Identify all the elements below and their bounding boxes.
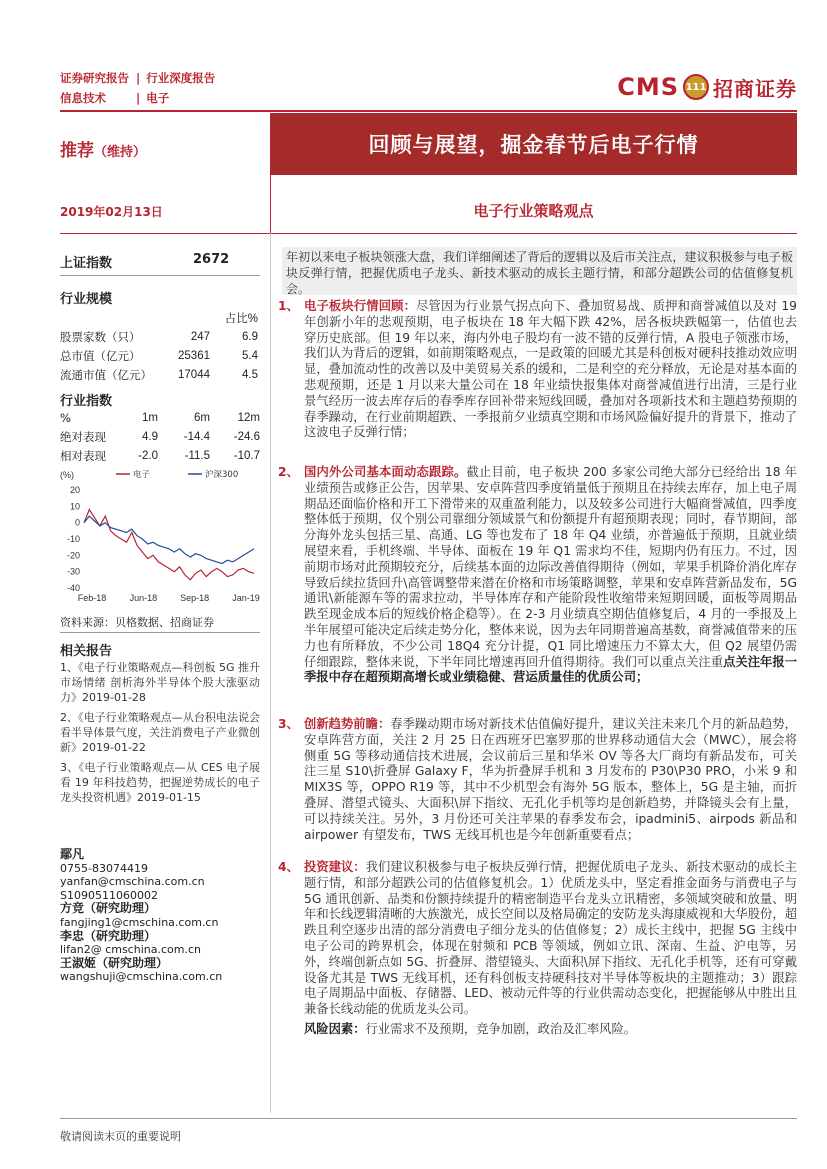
y-tick-label: -10 (66, 534, 80, 544)
report-kind: 行业深度报告 (146, 71, 216, 85)
y-tick-label: 0 (74, 517, 80, 528)
x-tick-label: Jan-19 (232, 593, 260, 603)
summary-box: 年初以来电子板块领涨大盘，我们详细阐述了背后的逻辑以及后市关注点，建议积极参与电子板块反弹行情，把握优质电子龙头、新技术驱动的成长主题行情，和部分超跌公司的估值修复机会。 (282, 247, 797, 295)
section-review: 1、 电子板块行情回顾：尽管因为行业景气拐点向下、叠加贸易战、质押和商誉减值以及对 19 年创新小年的悲观预期，电子板块在 18 年大幅下跌 42%，居各板块跌幅第一，估值也去穿历史底部。但 19 年以来，海内外电子股均有一波不错的反弹行情，A 股电子领涨市场，我们认为背后的逻辑，如前期策略观点，一是政策的回暖尤其是科创板对硬科技推动效应明显，叠加流动性的改善以及中美贸易关系的缓和，二是利空的充分释放，无论是对基本面的悲观预期，还是 1 月以来大量公司在 18 年业绩快报集体对商誉减值进行出清，三是行业景气经历一波去库存后的春季库存回补带来短线回暖，叠加对各项新技术和主题趋势预期的春季躁动，在行业前期超跌、一季报前夕业绩真空期和市场风险偏好提升的背景下，推动了这波电子反弹行情； (278, 299, 797, 440)
report-title: 回顾与展望，掘金春节后电子行情 (270, 113, 797, 175)
section-text: 春季躁动期市场对新技术估值偏好提升，建议关注未来几个月的新品趋势，安卓阵营方面，关注 2 月 25 日在西班牙巴塞罗那的世界移动通信大会（MWC），展会将侧重 5G 等移动通信技术进展，会议前后三星和华米 OV 等各大厂商均有新品发布，可关注三星 S10\折叠屏 Galaxy F，华为折叠屏手机和 3 月发布的 P30\P30 PRO，小米 9 和 MIX3S 等，OPPO R19 等，其中不少机型会有海外 5G 版本，整体上，5G 是主轴，而折叠屏、潜望式镜头、大面积\屏下指纹、无孔化手机等均是创新趋势，并降镜头会有上量，可以持续关注。另外，3 月份还可关注苹果的春季发布会，ipadmini5、airpods 新品和 airpower 有望发布，TWS 无线耳机也是今年创新重要看点； (304, 717, 797, 842)
table-row: 绝对表现 4.9 -14.4 -24.6 (60, 429, 260, 444)
analyst-email[interactable]: fangjing1@cmschina.com.cn (60, 915, 219, 929)
section-text: 截止目前，电子板块 200 多家公司绝大部分已经给出 18 年业绩预告或修正公告，因苹果、安卓阵营四季度销量低于预期且在持续去库存，加上电子周期品还面临价格和开工下滑带来的双重盈利能力，以及较多公司进行大幅商誉减值，四季度整体低于预期，仅个别公司靠细分领域景气和份额提升有超预期表现；同时，春节期间，部分海外龙头包括三星、高通、LG 等也发布了 18 年 Q4 业绩，亦普遍低于预期，且就业绩展望来看，手机终端、半导体、面板在 19 年 Q1 需求均不佳，短期内仍有压力。不过，因前期市场对此预期较充分，后续基本面的边际改善值得期待（例如，苹果手机降价消化库存导致后续拉货回升\高管调整带来潜在价格和市场策略调整，苹果和安卓阵营新品发布，5G 通讯\新能源车等的需求拉动，半导体库存和产能阶段性收缩带来短期回暖，面板等周期品跌至现金成本后的短线价格企稳等）。在 2-3 月业绩真空期估值修复后，4 月的一季报及上半年展望可能决定后续走势分化，整体来说，因为去年同期普遍高基数，商誉减值带来的压力也有所释放，不少公司 18Q4 充分计提，Q1 同比增速压力不算太大，但 Q2 展望仍需仔细跟踪，整体来说，下半年同比增速再回升值得期待。我们可以重点关注重 (304, 465, 797, 669)
report-type: 证券研究报告 (60, 71, 129, 85)
index-value: 2672 (193, 252, 230, 267)
rating-note: （维持） (94, 145, 147, 160)
sub-sector: 电子 (146, 91, 170, 105)
table-row: 股票家数（只） 247 6.9 (60, 329, 258, 344)
series-line (84, 510, 254, 580)
logo-badge-icon: 111 (683, 74, 709, 100)
table-row: 总市值（亿元） 25361 5.4 (60, 348, 258, 363)
header-links: 证券研究报告 | 行业深度报告 信息技术 | 电子 (60, 68, 215, 108)
index-row (60, 252, 260, 271)
y-tick-label: 10 (69, 501, 80, 512)
analyst-name: 李忠（研究助理） (60, 928, 157, 943)
header-divider (60, 110, 797, 112)
section-highlight: 点关注年报一季报中存在超预期高增长或业绩稳健、营运质量佳的优质公司； (304, 654, 797, 685)
related-title: 相关报告 (60, 644, 113, 659)
chart-source: 资料来源：贝格数据、招商证券 (60, 616, 214, 629)
rating-label: 推荐 (60, 141, 94, 161)
scale-table (60, 308, 258, 384)
table-row: 相对表现 -2.0 -11.5 -10.7 (60, 448, 260, 463)
related-report-3[interactable]: 3、《电子行业策略观点—从 CES 电子展看 19 年科技趋势，把握逆势成长的电子龙头投资机遇》2019-01-15 (60, 761, 260, 804)
company-logo (617, 70, 797, 104)
rating (60, 136, 146, 161)
section-lead: 电子板块行情回顾： (304, 299, 417, 313)
footer-divider (60, 1118, 797, 1119)
analyst-email[interactable]: yanfan@cmschina.com.cn (60, 875, 205, 889)
report-date: 2019年02月13日 (60, 205, 163, 219)
logo-cms: CMS (617, 73, 679, 101)
risk-text: 行业需求不及预期，竞争加剧，政治及汇率风险。 (365, 1021, 637, 1036)
logo-company-name: 招商证券 (713, 76, 797, 101)
section-innovation: 3、 创新趋势前瞻：春季躁动期市场对新技术估值偏好提升，建议关注未来几个月的新品趋势，安卓阵营方面，关注 2 月 25 日在西班牙巴塞罗那的世界移动通信大会（MWC），展会将侧重 5G 等移动通信技术进展，会议前后三星和华米 OV 等各大厂商均有新品发布，可关注三星 S10\折叠屏 Galaxy F，华为折叠屏手机和 3 月发布的 P30\P30 PRO，小米 9 和 MIX3S 等，OPPO R19 等，其中不少机型会有海外 5G 版本，整体上，5G 是主轴，而折叠屏、潜望式镜头、大面积\屏下指纹、无孔化手机等均是创新趋势，并降镜头会有上量，可以持续关注。另外，3 月份还可关注苹果的春季发布会，ipadmini5、airpods 新品和 airpower 有望发布，TWS 无线耳机也是今年创新重要看点； (278, 717, 797, 842)
analyst-email[interactable]: wangshuji@cmschina.com.cn (60, 970, 223, 984)
x-tick-label: Jun-18 (129, 593, 158, 603)
analyst-email[interactable]: lifan2@ cmschina.com.cn (60, 943, 201, 957)
related-report-1[interactable]: 1、《电子行业策略观点—科创板 5G 推升市场情绪 剖析海外半导体个股大涨驱动力》2019-01-28 (60, 661, 261, 704)
section-text: 我们建议积极参与电子板块反弹行情，把握优质电子龙头、新技术驱动的成长主题行情，和部分超跌公司的估值修复机会。1）优质龙头中，坚定看推金面务与消费电子与 5G 通讯创新、品类和份额持续提升的精密制造平台龙头立讯精密，多领域突破和放量、明年和长线逻辑清晰的大族激光，成长空间以及格局确定的安防龙头海康威视和大华股份，超跌且利空逐步出清的部分消费电子细分龙头的估值修复；2）成长主线中，把握 5G 主线中电子公司的跨界机会，体现在射频和 PCB 等领域，例如立讯、深南、生益、沪电等，另外，终端创新点如 5G、折叠屏、潜望镜头、大面积\屏下指纹、无孔化手机等，还有可穿戴设备尤其是 TWS 无线耳机，还有科创板支持硬科技对半导体等板块的主题推动；3）跟踪电子周期品中面板、存储器、LED、被动元件等的行业供需动态变化，把握能够从中胜出且兼备长线动能的优质龙头公司。 (304, 860, 797, 1017)
report-subtitle: 电子行业策略观点 (473, 202, 594, 220)
sidebar-divider (60, 632, 260, 633)
scale-title: 行业规模 (60, 292, 113, 307)
y-tick-label: 20 (69, 485, 80, 495)
sector: 信息技术 (60, 91, 106, 105)
section-lead: 投资建议： (304, 860, 366, 874)
footer-note: 敬请阅读末页的重要说明 (60, 1130, 181, 1143)
scale-unit: 占比% (224, 312, 258, 325)
related-report-2[interactable]: 2、《电子行业策略观点—从台积电法说会看半导体景气度，关注消费电子产业微创新》2019-01-22 (60, 711, 260, 754)
legend-label: 沪深300 (205, 470, 239, 480)
analyst-name: 鄢凡 (60, 847, 85, 861)
sidebar-divider (60, 275, 260, 276)
index-label: 上证指数 (60, 256, 113, 271)
y-tick-label: -40 (66, 583, 80, 593)
series-line (84, 516, 254, 563)
analyst-name: 王淑姬（研究助理） (60, 955, 169, 970)
section-lead: 创新趋势前瞻： (304, 717, 391, 731)
perf-table (60, 408, 260, 465)
y-tick-label: -30 (66, 566, 80, 577)
performance-chart (58, 466, 268, 612)
x-tick-label: Feb-18 (77, 593, 107, 603)
section-lead: 国内外公司基本面动态跟踪。 (304, 465, 467, 479)
analyst-list (60, 848, 222, 984)
table-row: 流通市值（亿元） 17044 4.5 (60, 367, 258, 382)
section-divider (60, 233, 797, 234)
risk-label: 风险因素： (304, 1021, 366, 1036)
section-fundamentals: 2、 国内外公司基本面动态跟踪。截止目前，电子板块 200 多家公司绝大部分已经给出 18 年业绩预告或修正公告，因苹果、安卓阵营四季度销量低于预期且在持续去库存，加上电子周期品还面临价格和开工下滑带来的双重盈利能力，以及较多公司进行大幅商誉减值，四季度整体低于预期，仅个别公司靠细分领域景气和份额提升有超预期表现；同时，春节期间，部分海外龙头包括三星、高通、LG 等也发布了 18 年 Q4 业绩，亦普遍低于预期，且就业绩展望来看，手机终端、半导体、面板在 19 年 Q1 需求均不佳，短期内仍有压力。不过，因前期市场对此预期较充分，后续基本面的边际改善值得期待（例如，苹果手机降价消化库存导致后续拉货回升\高管调整带来潜在价格和市场策略调整，苹果和安卓阵营新品发布，5G 通讯\新能源车等的需求拉动，半导体库存和产能阶段性收缩带来短期回暖，面板等周期品跌至现金成本后的短线价格企稳等）。在 2-3 月业绩真空期估值修复后，4 月的一季报及上半年展望可能决定后续走势分化，整体来说，因为去年同期普遍高基数，商誉减值带来的压力也有所释放，不少公司 18Q4 充分计提，Q1 同比增速压力不算太大，但 Q2 展望仍需仔细跟踪，整体来说，下半年同比增速再回升值得期待。我们可以重点关注重点关注年报一季报中存在超预期高增长或业绩稳健、营运质量佳的优质公司； (278, 465, 797, 685)
analyst-name: 方竞（研究助理） (60, 901, 157, 916)
table-header: % 1m 6m 12m (60, 410, 260, 425)
section-investment: 4、 投资建议：我们建议积极参与电子板块反弹行情，把握优质电子龙头、新技术驱动的成长主题行情，和部分超跌公司的估值修复机会。1）优质龙头中，坚定看推金面务与消费电子与 5G 通讯创新、品类和份额持续提升的精密制造平台龙头立讯精密，多领域突破和放量、明年和长线逻辑清晰的大族激光，成长空间以及格局确定的安防龙头海康威视和大华股份，超跌且利空逐步出清的部分消费电子细分龙头的估值修复；2）成长主线中，把握 5G 主线中电子公司的跨界机会，体现在射频和 PCB 等领域，例如立讯、深南、生益、沪电等，另外，终端创新点如 5G、折叠屏、潜望镜头、大面积\屏下指纹、无孔化手机等，还有可穿戴设备尤其是 TWS 无线耳机，还有科创板支持硬科技对半导体等板块的主题推动；3）跟踪电子周期品中面板、存储器、LED、被动元件等的行业供需动态变化，把握能够从中胜出且兼备长线动能的优质龙头公司。 风险因素：行业需求不及预期，竞争加剧，政治及汇率风险。 (278, 860, 797, 1036)
analyst-cert: S1090511060002 (60, 888, 158, 902)
legend-label: 电子 (133, 470, 151, 480)
perf-title: 行业指数 (60, 394, 113, 409)
analyst-phone: 0755-83074419 (60, 861, 148, 875)
y-tick-label: -20 (66, 550, 80, 561)
x-tick-label: Sep-18 (180, 593, 210, 603)
y-axis-label: (%) (60, 470, 74, 480)
column-divider (270, 233, 271, 1113)
section-text: 尽管因为行业景气拐点向下、叠加贸易战、质押和商誉减值以及对 19 年创新小年的悲观预期，电子板块在 18 年大幅下跌 42%，居各板块跌幅第一，估值也去穿历史底部。但 19 年以来，海内外电子股均有一波不错的反弹行情，A 股电子领涨市场，我们认为背后的逻辑，如前期策略观点，一是政策的回暖尤其是科创板对硬科技推动效应明显，叠加流动性的改善以及中美贸易关系的缓和，二是利空的充分释放，无论是对基本面的悲观预期，还是 1 月以来大量公司在 18 年业绩快报集体对商誉减值进行出清，三是行业景气经历一波去库存后的春季库存回补带来短线回暖，叠加对各项新技术和主题趋势预期的春季躁动，在行业前期超跌、一季报前夕业绩真空期和市场风险偏好提升的背景下，推动了这波电子反弹行情； (304, 299, 797, 440)
